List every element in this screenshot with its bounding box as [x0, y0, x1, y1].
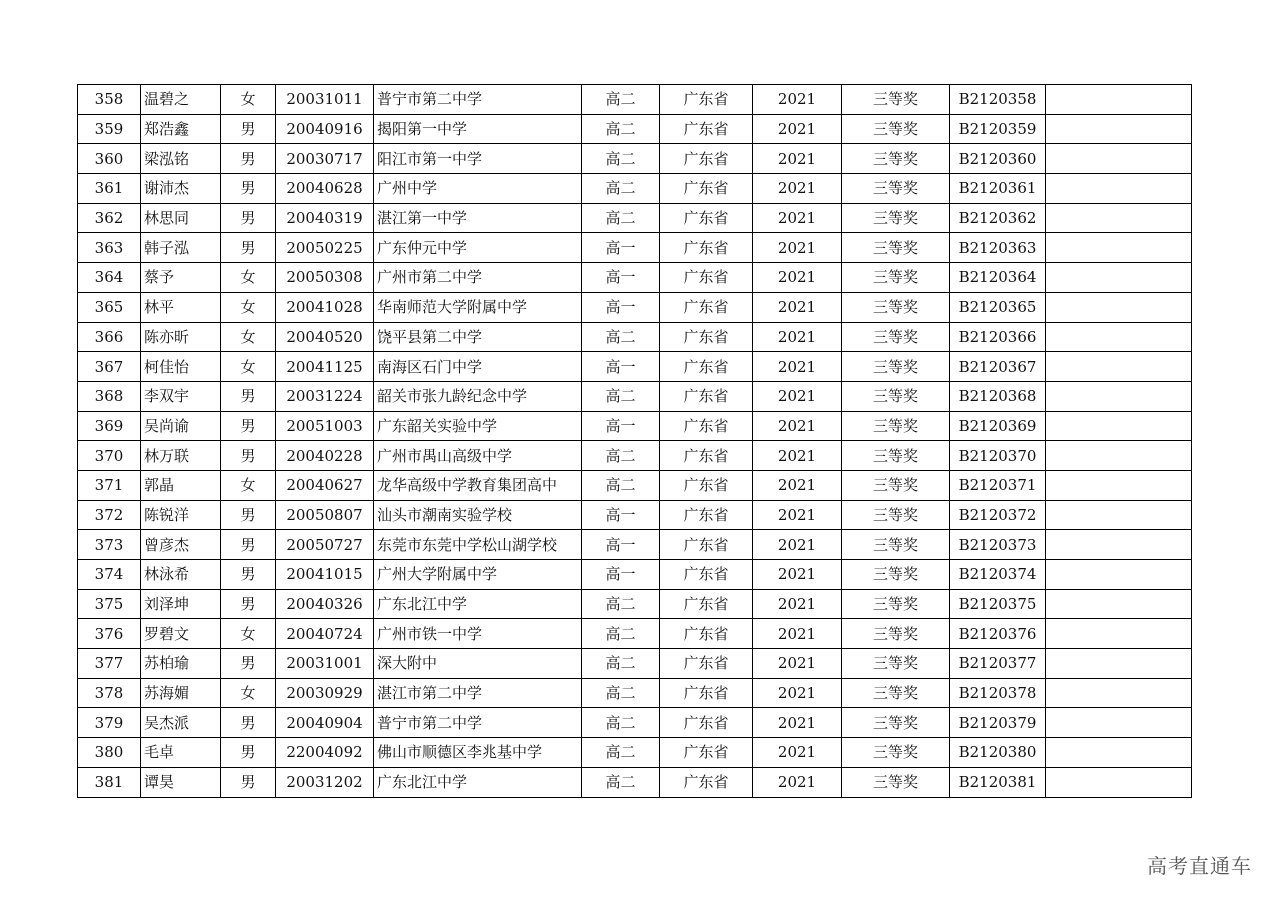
cell-province: 广东省 — [660, 292, 753, 322]
cell-remark — [1046, 708, 1192, 738]
cell-award: 三等奖 — [842, 203, 950, 233]
cell-grade: 高二 — [582, 322, 660, 352]
cell-remark — [1046, 174, 1192, 204]
cell-grade: 高二 — [582, 619, 660, 649]
cell-grade: 高二 — [582, 708, 660, 738]
cell-school: 东莞市东莞中学松山湖学校 — [374, 530, 582, 560]
cell-grade: 高二 — [582, 144, 660, 174]
cell-rank: 367 — [78, 352, 141, 382]
cell-rank: 381 — [78, 767, 141, 797]
cell-remark — [1046, 470, 1192, 500]
cell-year: 2021 — [753, 500, 842, 530]
cell-grade: 高二 — [582, 649, 660, 679]
cell-birthdate: 20050807 — [276, 500, 374, 530]
cell-grade: 高二 — [582, 174, 660, 204]
cell-school: 广州市禺山高级中学 — [374, 441, 582, 471]
cell-certificate-no: B2120358 — [950, 85, 1046, 115]
cell-gender: 男 — [221, 144, 276, 174]
table-row — [78, 144, 1192, 174]
table-row — [78, 589, 1192, 619]
cell-school: 普宁市第二中学 — [374, 708, 582, 738]
cell-name: 柯佳怡 — [141, 352, 221, 382]
cell-province: 广东省 — [660, 560, 753, 590]
cell-province: 广东省 — [660, 203, 753, 233]
table-row — [78, 619, 1192, 649]
cell-name: 刘泽坤 — [141, 589, 221, 619]
cell-year: 2021 — [753, 530, 842, 560]
award-table — [77, 84, 1192, 798]
cell-remark — [1046, 411, 1192, 441]
cell-birthdate: 20030717 — [276, 144, 374, 174]
cell-name: 梁泓铭 — [141, 144, 221, 174]
cell-year: 2021 — [753, 678, 842, 708]
cell-grade: 高二 — [582, 678, 660, 708]
cell-name: 林平 — [141, 292, 221, 322]
cell-name: 谭昊 — [141, 767, 221, 797]
cell-award: 三等奖 — [842, 470, 950, 500]
cell-gender: 男 — [221, 114, 276, 144]
cell-gender: 女 — [221, 678, 276, 708]
cell-school: 湛江市第二中学 — [374, 678, 582, 708]
cell-award: 三等奖 — [842, 114, 950, 144]
cell-school: 华南师范大学附属中学 — [374, 292, 582, 322]
cell-gender: 男 — [221, 381, 276, 411]
cell-rank: 373 — [78, 530, 141, 560]
cell-year: 2021 — [753, 352, 842, 382]
cell-grade: 高二 — [582, 589, 660, 619]
cell-grade: 高二 — [582, 738, 660, 768]
table-row — [78, 441, 1192, 471]
cell-year: 2021 — [753, 708, 842, 738]
cell-certificate-no: B2120381 — [950, 767, 1046, 797]
cell-year: 2021 — [753, 233, 842, 263]
cell-gender: 男 — [221, 649, 276, 679]
cell-birthdate: 20040319 — [276, 203, 374, 233]
cell-birthdate: 20040916 — [276, 114, 374, 144]
cell-award: 三等奖 — [842, 144, 950, 174]
cell-year: 2021 — [753, 174, 842, 204]
cell-remark — [1046, 530, 1192, 560]
cell-award: 三等奖 — [842, 678, 950, 708]
cell-rank: 375 — [78, 589, 141, 619]
cell-rank: 370 — [78, 441, 141, 471]
cell-award: 三等奖 — [842, 649, 950, 679]
cell-province: 广东省 — [660, 767, 753, 797]
cell-province: 广东省 — [660, 322, 753, 352]
cell-school: 广州市铁一中学 — [374, 619, 582, 649]
cell-year: 2021 — [753, 411, 842, 441]
cell-gender: 男 — [221, 500, 276, 530]
table-row — [78, 174, 1192, 204]
cell-remark — [1046, 500, 1192, 530]
cell-remark — [1046, 233, 1192, 263]
cell-rank: 380 — [78, 738, 141, 768]
cell-certificate-no: B2120374 — [950, 560, 1046, 590]
cell-gender: 女 — [221, 352, 276, 382]
cell-gender: 男 — [221, 738, 276, 768]
cell-remark — [1046, 203, 1192, 233]
cell-province: 广东省 — [660, 708, 753, 738]
table-row — [78, 292, 1192, 322]
cell-gender: 男 — [221, 589, 276, 619]
cell-birthdate: 20050727 — [276, 530, 374, 560]
table-row — [78, 560, 1192, 590]
cell-rank: 378 — [78, 678, 141, 708]
cell-name: 林思同 — [141, 203, 221, 233]
cell-grade: 高一 — [582, 292, 660, 322]
cell-certificate-no: B2120370 — [950, 441, 1046, 471]
cell-year: 2021 — [753, 767, 842, 797]
cell-grade: 高一 — [582, 530, 660, 560]
cell-gender: 男 — [221, 530, 276, 560]
cell-rank: 369 — [78, 411, 141, 441]
cell-award: 三等奖 — [842, 322, 950, 352]
cell-province: 广东省 — [660, 85, 753, 115]
cell-birthdate: 20041015 — [276, 560, 374, 590]
table-row — [78, 530, 1192, 560]
cell-year: 2021 — [753, 263, 842, 293]
cell-grade: 高二 — [582, 85, 660, 115]
cell-gender: 男 — [221, 411, 276, 441]
cell-gender: 男 — [221, 203, 276, 233]
cell-grade: 高二 — [582, 767, 660, 797]
cell-remark — [1046, 85, 1192, 115]
cell-name: 吴杰派 — [141, 708, 221, 738]
table-row — [78, 203, 1192, 233]
cell-rank: 360 — [78, 144, 141, 174]
cell-grade: 高二 — [582, 114, 660, 144]
cell-remark — [1046, 619, 1192, 649]
cell-name: 韩子泓 — [141, 233, 221, 263]
cell-gender: 男 — [221, 441, 276, 471]
cell-year: 2021 — [753, 560, 842, 590]
cell-award: 三等奖 — [842, 530, 950, 560]
cell-birthdate: 20040326 — [276, 589, 374, 619]
cell-remark — [1046, 560, 1192, 590]
cell-province: 广东省 — [660, 470, 753, 500]
cell-school: 广州大学附属中学 — [374, 560, 582, 590]
cell-award: 三等奖 — [842, 708, 950, 738]
cell-rank: 363 — [78, 233, 141, 263]
cell-province: 广东省 — [660, 114, 753, 144]
cell-birthdate: 20041125 — [276, 352, 374, 382]
table-row — [78, 470, 1192, 500]
cell-rank: 374 — [78, 560, 141, 590]
cell-school: 佛山市顺德区李兆基中学 — [374, 738, 582, 768]
cell-certificate-no: B2120364 — [950, 263, 1046, 293]
cell-birthdate: 22004092 — [276, 738, 374, 768]
cell-award: 三等奖 — [842, 619, 950, 649]
cell-gender: 女 — [221, 619, 276, 649]
cell-year: 2021 — [753, 470, 842, 500]
cell-certificate-no: B2120372 — [950, 500, 1046, 530]
cell-certificate-no: B2120378 — [950, 678, 1046, 708]
cell-award: 三等奖 — [842, 767, 950, 797]
cell-name: 林泳希 — [141, 560, 221, 590]
table-row — [78, 738, 1192, 768]
cell-rank: 371 — [78, 470, 141, 500]
cell-grade: 高一 — [582, 352, 660, 382]
cell-remark — [1046, 767, 1192, 797]
table-row — [78, 767, 1192, 797]
cell-province: 广东省 — [660, 411, 753, 441]
cell-rank: 365 — [78, 292, 141, 322]
cell-name: 苏海媚 — [141, 678, 221, 708]
cell-remark — [1046, 589, 1192, 619]
cell-birthdate: 20040904 — [276, 708, 374, 738]
cell-birthdate: 20040724 — [276, 619, 374, 649]
cell-award: 三等奖 — [842, 263, 950, 293]
cell-name: 吴尚谕 — [141, 411, 221, 441]
table-row — [78, 114, 1192, 144]
cell-birthdate: 20040228 — [276, 441, 374, 471]
cell-award: 三等奖 — [842, 352, 950, 382]
cell-year: 2021 — [753, 322, 842, 352]
cell-award: 三等奖 — [842, 292, 950, 322]
cell-name: 苏柏瑜 — [141, 649, 221, 679]
cell-school: 广东韶关实验中学 — [374, 411, 582, 441]
cell-award: 三等奖 — [842, 560, 950, 590]
table-row — [78, 649, 1192, 679]
cell-school: 广州市第二中学 — [374, 263, 582, 293]
cell-name: 蔡予 — [141, 263, 221, 293]
cell-certificate-no: B2120361 — [950, 174, 1046, 204]
cell-name: 罗碧文 — [141, 619, 221, 649]
cell-birthdate: 20051003 — [276, 411, 374, 441]
cell-remark — [1046, 381, 1192, 411]
cell-province: 广东省 — [660, 589, 753, 619]
cell-name: 郑浩鑫 — [141, 114, 221, 144]
cell-gender: 男 — [221, 708, 276, 738]
table-row — [78, 708, 1192, 738]
cell-certificate-no: B2120373 — [950, 530, 1046, 560]
cell-grade: 高二 — [582, 470, 660, 500]
cell-birthdate: 20040627 — [276, 470, 374, 500]
cell-award: 三等奖 — [842, 589, 950, 619]
cell-birthdate: 20031202 — [276, 767, 374, 797]
cell-gender: 女 — [221, 292, 276, 322]
cell-gender: 女 — [221, 322, 276, 352]
cell-remark — [1046, 292, 1192, 322]
cell-grade: 高二 — [582, 381, 660, 411]
cell-birthdate: 20041028 — [276, 292, 374, 322]
cell-award: 三等奖 — [842, 233, 950, 263]
cell-certificate-no: B2120376 — [950, 619, 1046, 649]
cell-award: 三等奖 — [842, 441, 950, 471]
cell-school: 普宁市第二中学 — [374, 85, 582, 115]
cell-remark — [1046, 649, 1192, 679]
cell-remark — [1046, 738, 1192, 768]
cell-remark — [1046, 441, 1192, 471]
cell-certificate-no: B2120362 — [950, 203, 1046, 233]
cell-certificate-no: B2120359 — [950, 114, 1046, 144]
cell-certificate-no: B2120360 — [950, 144, 1046, 174]
cell-gender: 男 — [221, 174, 276, 204]
cell-year: 2021 — [753, 619, 842, 649]
cell-rank: 362 — [78, 203, 141, 233]
cell-province: 广东省 — [660, 144, 753, 174]
cell-school: 广州中学 — [374, 174, 582, 204]
cell-rank: 359 — [78, 114, 141, 144]
cell-gender: 男 — [221, 767, 276, 797]
cell-school: 饶平县第二中学 — [374, 322, 582, 352]
cell-certificate-no: B2120363 — [950, 233, 1046, 263]
cell-award: 三等奖 — [842, 174, 950, 204]
cell-year: 2021 — [753, 292, 842, 322]
cell-grade: 高二 — [582, 441, 660, 471]
cell-school: 广东北江中学 — [374, 589, 582, 619]
cell-school: 韶关市张九龄纪念中学 — [374, 381, 582, 411]
cell-school: 广东仲元中学 — [374, 233, 582, 263]
cell-province: 广东省 — [660, 619, 753, 649]
cell-year: 2021 — [753, 738, 842, 768]
cell-award: 三等奖 — [842, 500, 950, 530]
cell-grade: 高一 — [582, 411, 660, 441]
cell-gender: 女 — [221, 470, 276, 500]
cell-remark — [1046, 114, 1192, 144]
cell-year: 2021 — [753, 441, 842, 471]
cell-certificate-no: B2120375 — [950, 589, 1046, 619]
cell-grade: 高一 — [582, 233, 660, 263]
cell-award: 三等奖 — [842, 381, 950, 411]
table-row — [78, 85, 1192, 115]
table-row — [78, 411, 1192, 441]
table-row — [78, 233, 1192, 263]
cell-certificate-no: B2120379 — [950, 708, 1046, 738]
cell-remark — [1046, 263, 1192, 293]
cell-name: 陈锐洋 — [141, 500, 221, 530]
cell-grade: 高一 — [582, 560, 660, 590]
cell-rank: 361 — [78, 174, 141, 204]
cell-certificate-no: B2120365 — [950, 292, 1046, 322]
cell-certificate-no: B2120371 — [950, 470, 1046, 500]
cell-certificate-no: B2120367 — [950, 352, 1046, 382]
cell-rank: 376 — [78, 619, 141, 649]
cell-name: 郭晶 — [141, 470, 221, 500]
cell-school: 阳江市第一中学 — [374, 144, 582, 174]
cell-name: 陈亦昕 — [141, 322, 221, 352]
cell-birthdate: 20031224 — [276, 381, 374, 411]
cell-grade: 高二 — [582, 203, 660, 233]
cell-school: 汕头市潮南实验学校 — [374, 500, 582, 530]
cell-name: 李双宇 — [141, 381, 221, 411]
cell-year: 2021 — [753, 85, 842, 115]
table-row — [78, 381, 1192, 411]
cell-gender: 女 — [221, 85, 276, 115]
cell-province: 广东省 — [660, 263, 753, 293]
cell-gender: 男 — [221, 560, 276, 590]
cell-school: 揭阳第一中学 — [374, 114, 582, 144]
cell-rank: 358 — [78, 85, 141, 115]
cell-certificate-no: B2120366 — [950, 322, 1046, 352]
cell-school: 湛江第一中学 — [374, 203, 582, 233]
cell-grade: 高一 — [582, 263, 660, 293]
cell-school: 广东北江中学 — [374, 767, 582, 797]
cell-province: 广东省 — [660, 352, 753, 382]
cell-remark — [1046, 144, 1192, 174]
cell-year: 2021 — [753, 114, 842, 144]
cell-school: 龙华高级中学教育集团高中 — [374, 470, 582, 500]
table-row — [78, 352, 1192, 382]
cell-award: 三等奖 — [842, 411, 950, 441]
cell-province: 广东省 — [660, 174, 753, 204]
cell-birthdate: 20040520 — [276, 322, 374, 352]
cell-remark — [1046, 678, 1192, 708]
cell-province: 广东省 — [660, 678, 753, 708]
cell-rank: 379 — [78, 708, 141, 738]
table-row — [78, 678, 1192, 708]
cell-province: 广东省 — [660, 441, 753, 471]
cell-certificate-no: B2120380 — [950, 738, 1046, 768]
cell-year: 2021 — [753, 589, 842, 619]
cell-province: 广东省 — [660, 500, 753, 530]
cell-gender: 女 — [221, 263, 276, 293]
cell-award: 三等奖 — [842, 85, 950, 115]
cell-rank: 364 — [78, 263, 141, 293]
cell-rank: 366 — [78, 322, 141, 352]
cell-rank: 377 — [78, 649, 141, 679]
table-row — [78, 500, 1192, 530]
table-row — [78, 322, 1192, 352]
cell-school: 深大附中 — [374, 649, 582, 679]
cell-remark — [1046, 322, 1192, 352]
cell-birthdate: 20031011 — [276, 85, 374, 115]
cell-birthdate: 20030929 — [276, 678, 374, 708]
cell-certificate-no: B2120377 — [950, 649, 1046, 679]
cell-name: 温碧之 — [141, 85, 221, 115]
cell-remark — [1046, 352, 1192, 382]
cell-province: 广东省 — [660, 738, 753, 768]
cell-year: 2021 — [753, 381, 842, 411]
cell-province: 广东省 — [660, 381, 753, 411]
cell-name: 曾彦杰 — [141, 530, 221, 560]
table-row — [78, 263, 1192, 293]
cell-name: 毛卓 — [141, 738, 221, 768]
cell-gender: 男 — [221, 233, 276, 263]
cell-province: 广东省 — [660, 233, 753, 263]
watermark-text: 高考直通车 — [1147, 854, 1252, 878]
cell-name: 林万联 — [141, 441, 221, 471]
cell-birthdate: 20050308 — [276, 263, 374, 293]
cell-province: 广东省 — [660, 530, 753, 560]
cell-birthdate: 20040628 — [276, 174, 374, 204]
cell-year: 2021 — [753, 649, 842, 679]
cell-birthdate: 20050225 — [276, 233, 374, 263]
cell-province: 广东省 — [660, 649, 753, 679]
cell-award: 三等奖 — [842, 738, 950, 768]
cell-rank: 372 — [78, 500, 141, 530]
cell-year: 2021 — [753, 144, 842, 174]
cell-name: 谢沛杰 — [141, 174, 221, 204]
cell-grade: 高一 — [582, 500, 660, 530]
cell-year: 2021 — [753, 203, 842, 233]
cell-certificate-no: B2120368 — [950, 381, 1046, 411]
table-body — [78, 85, 1192, 798]
cell-school: 南海区石门中学 — [374, 352, 582, 382]
cell-rank: 368 — [78, 381, 141, 411]
cell-certificate-no: B2120369 — [950, 411, 1046, 441]
cell-birthdate: 20031001 — [276, 649, 374, 679]
